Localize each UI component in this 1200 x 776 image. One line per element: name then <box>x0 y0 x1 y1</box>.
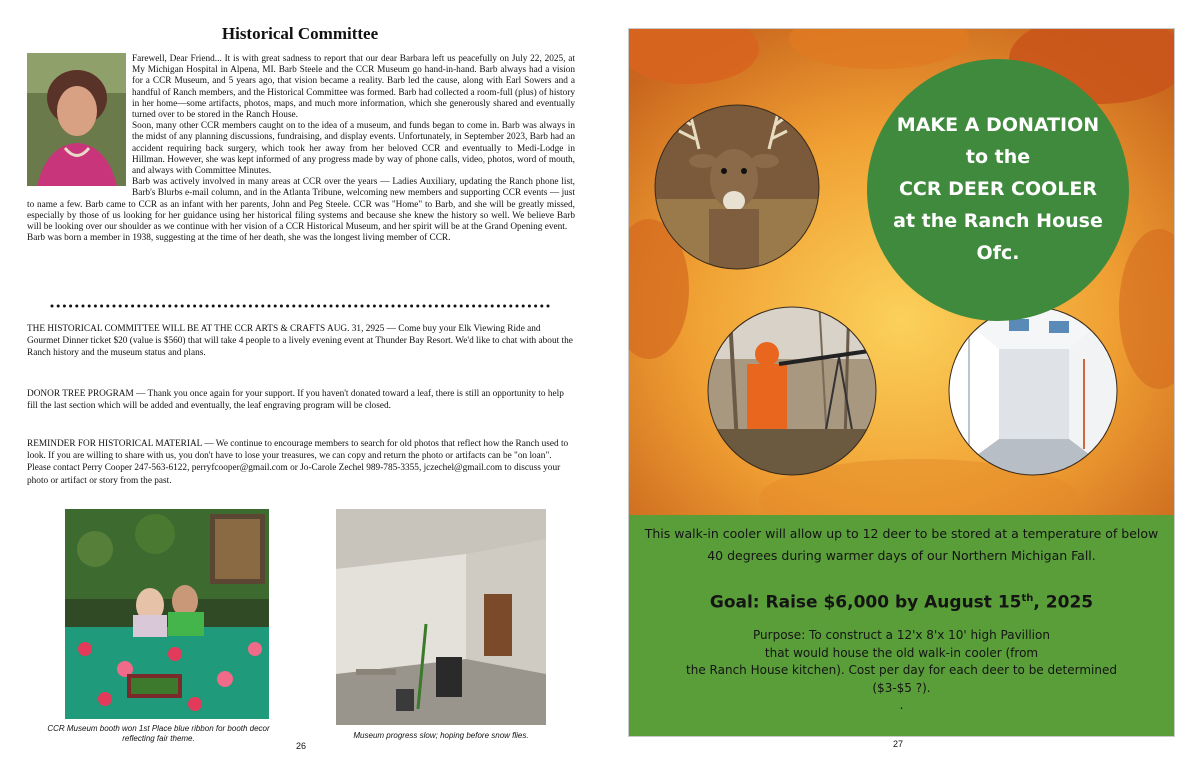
goal-year: , 2025 <box>1033 592 1094 613</box>
memorial-article <box>27 54 575 244</box>
donor-tree-notice: DONOR TREE PROGRAM — Thank you once again for your support. If you haven't donated toward a leaf, there is still an opportunity to help fill the last section which will be added and eventually, the leaf engraving program will be closed. <box>27 389 564 412</box>
article-paragraph: Barb was actively involved in many areas at CCR over the years — Ladies Auxiliary, updating the Ranch phone list, Barb's Blurbs e-mail column, and in the Atlanta Tribune, welcoming new members and supporting CCR events — just to name a few. Barb came to CCR as an infant with her parents, John and Peg Steele. CCR was "Home" to Barb, and she will be greatly missed, especially by those of us looking for her guidance using her historical filing systems and because she knew the history so well. We believe Barb will be looking over our shoulder as we continue with her vision of a CCR Historical Museum, and her spirit will be at the Grand Opening event. <box>27 177 575 233</box>
sign-line: CCR DEER COOLER <box>898 178 1098 200</box>
dotted-divider <box>50 302 550 310</box>
trailing-dot: . <box>899 698 904 712</box>
historical-material-notice: REMINDER FOR HISTORICAL MATERIAL — We continue to encourage members to search for old photos that reflect how the Ranch used to look. If you are willing to share with us, you don't have to lose your treasures, we can copy and return the photo or artifacts can be "on loan". Please contact Perry Cooper 247-563-6122, perryfcooper@gmail.com or Jo-Carole Zechel 989-785-3355, jczechel@gmail.com to discuss your photo or artifact or story from the past. <box>27 439 569 486</box>
info-panel <box>629 515 1174 736</box>
deer-cooler-poster <box>628 28 1175 737</box>
page-title: Historical Committee <box>221 24 379 43</box>
article-paragraph: Soon, many other CCR members caught on to the idea of a museum, and funds began to come in. Barb was always in the midst of any planning discussions, fundraising, and display events. Unfortunately, in September 2023, Barb had an accident requiring back surgery, which took her away from her beloved CCR and eventually to Medi-Lodge in Hillman. However, she was kept informed of any progress made by way of phone calls, video, photos, word of mouth, and always with Committee Minutes. <box>132 121 575 177</box>
purpose-line: Purpose: To construct a 12'x 8'x 10' high Pavillion <box>753 628 1050 642</box>
purpose-line: the Ranch House kitchen). Cost per day for each deer to be determined <box>686 663 1117 677</box>
right-page <box>600 0 1200 776</box>
page-number-right: 27 <box>893 739 904 749</box>
fundraising-goal <box>629 587 1174 615</box>
purpose-text <box>629 627 1174 715</box>
article-paragraph: Barb was born a member in 1938, suggesting at the time of her death, she was the longest living member of CCR. <box>27 233 451 244</box>
description-line: 40 degrees during warmer days of our Northern Michigan Fall. <box>707 548 1096 563</box>
progress-photo-caption: Museum progress slow; hoping before snow flies. <box>353 731 529 740</box>
sign-line: Ofc. <box>976 242 1020 264</box>
sign-line: at the Ranch House <box>893 210 1103 232</box>
article-paragraph: Farewell, Dear Friend... It is with great sadness to report that our dear Barbara left us peacefully on July 22, 2025, at My Michigan Hospital in Alpena, MI. Barb Steele and the CCR Museum go hand-in-hand. Barb always had a vision for a CCR Museum, and 5 years ago, that vision became a reality. Barb led the cause, along with Earl Sowers and a handful of Ranch members, and the Historical Committee was formed. Barb had collected a room-full (plus) of history in her home—some artifacts, photos, maps, and much more information, which she generously shared and eventually turned over to be stored in the Ranch House. <box>132 54 575 121</box>
page-number-left: 26 <box>296 741 307 751</box>
sign-line: to the <box>965 146 1031 168</box>
museum-progress-photo <box>336 509 546 725</box>
donation-sign-text <box>867 109 1129 269</box>
purpose-line: that would house the old walk-in cooler (from <box>764 645 1039 660</box>
purpose-line: ($3-$5 ?). <box>872 680 931 695</box>
museum-booth-photo <box>65 509 269 719</box>
booth-photo-caption: CCR Museum booth won 1st Place blue ribbon for booth decor reflecting fair theme. <box>47 724 270 743</box>
goal-text: Goal: Raise $6,000 by August 15 <box>709 592 1022 613</box>
sign-line: MAKE A DONATION <box>896 114 1100 136</box>
arts-crafts-notice: THE HISTORICAL COMMITTEE WILL BE AT THE CCR ARTS & CRAFTS AUG. 31, 2925 — Come buy your Elk Viewing Ride and Gourmet Dinner ticket $20 (value is $560) that will take 4 people to a lively evening event at Thunder Bay Resort. We'd like to chat with about the Ranch history and the museum status and plans. <box>27 324 573 359</box>
description-line: This walk-in cooler will allow up to 12 deer to be stored at a temperature of below <box>644 526 1159 541</box>
cooler-description <box>629 523 1174 567</box>
goal-ordinal: th <box>1021 593 1034 604</box>
